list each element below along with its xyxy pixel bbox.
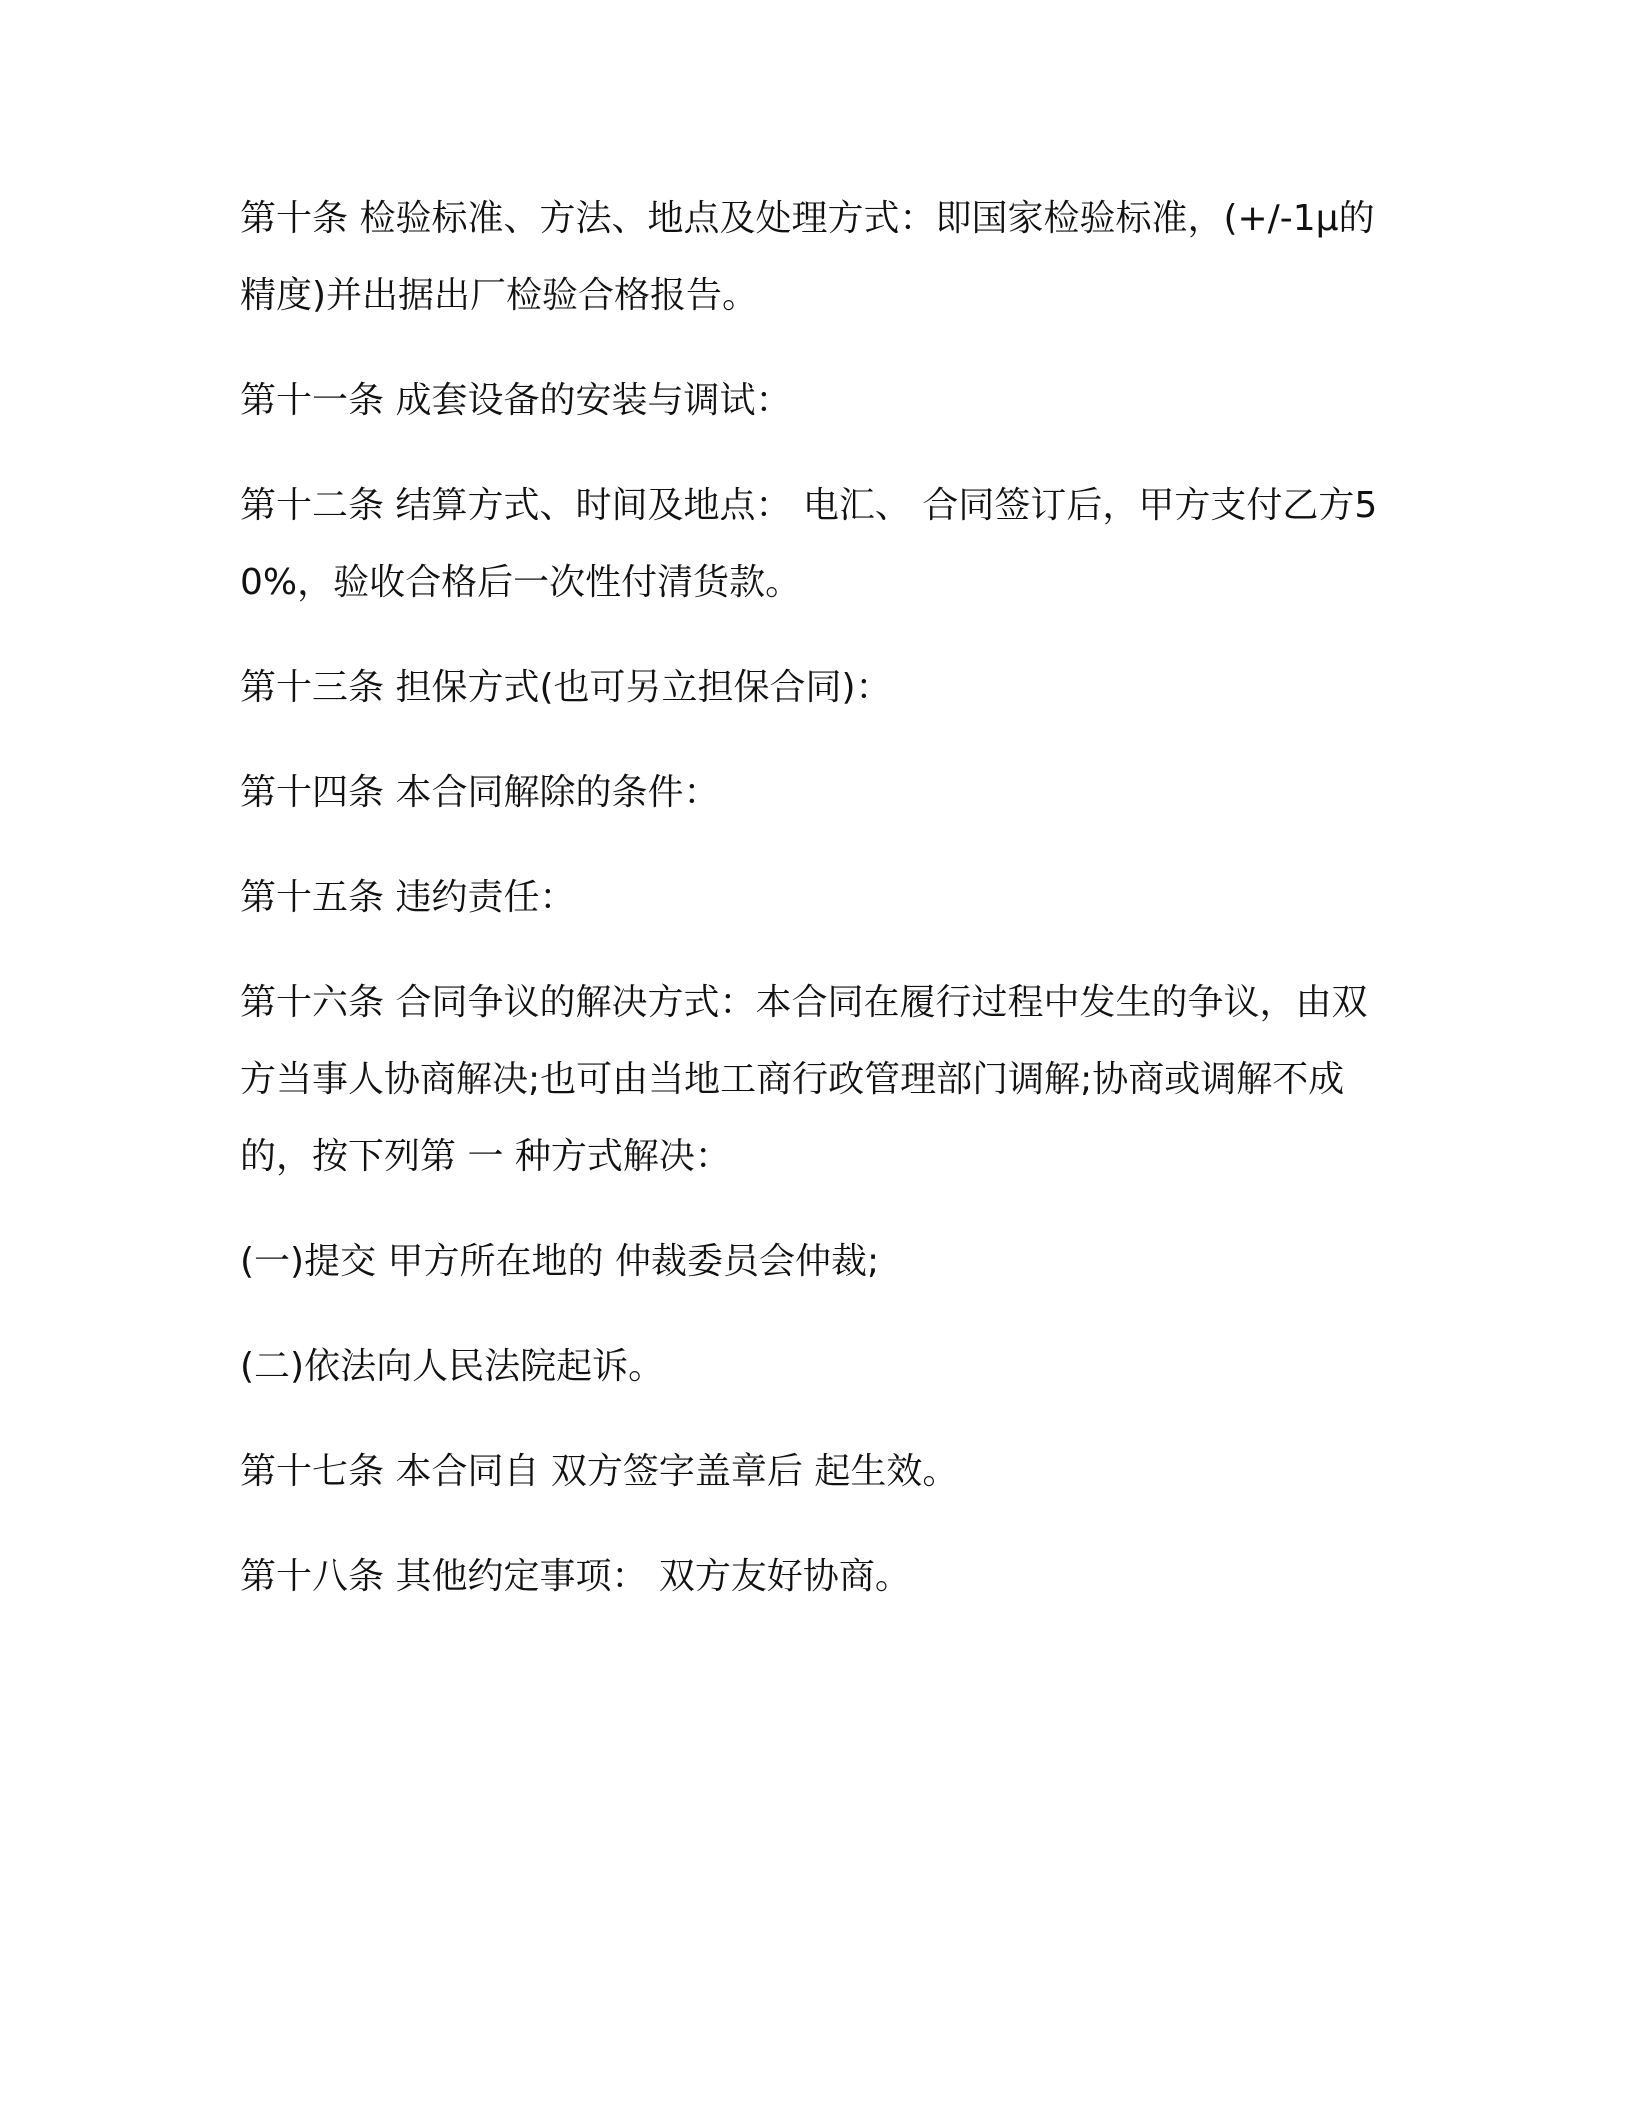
article-18: 第十八条 其他约定事项： 双方友好协商。 xyxy=(240,1556,911,1597)
article-14: 第十四条 本合同解除的条件： xyxy=(240,772,720,813)
article-15: 第十五条 违约责任： xyxy=(240,877,576,918)
article-11: 第十一条 成套设备的安装与调试： xyxy=(240,380,792,421)
document-body xyxy=(240,180,1400,1643)
article-10: 第十条 检验标准、方法、地点及处理方式：即国家检验标准，(+/-1μ的精度)并出据出厂检验合格报告。 xyxy=(240,198,1375,316)
article-13: 第十三条 担保方式(也可另立担保合同)： xyxy=(240,667,892,708)
dispute-option-1: (一)提交 甲方所在地的 仲裁委员会仲裁; xyxy=(240,1241,880,1282)
article-17: 第十七条 本合同自 双方签字盖章后 起生效。 xyxy=(240,1451,959,1492)
article-16: 第十六条 合同争议的解决方式：本合同在履行过程中发生的争议，由双方当事人协商解决;也可由当地工商行政管理部门调解;协商或调解不成的，按下列第 一 种方式解决： xyxy=(240,982,1368,1177)
article-12: 第十二条 结算方式、时间及地点： 电汇、 合同签订后，甲方支付乙方50%，验收合格后一次性付清货款。 xyxy=(240,485,1378,603)
dispute-option-2: (二)依法向人民法院起诉。 xyxy=(240,1346,665,1387)
